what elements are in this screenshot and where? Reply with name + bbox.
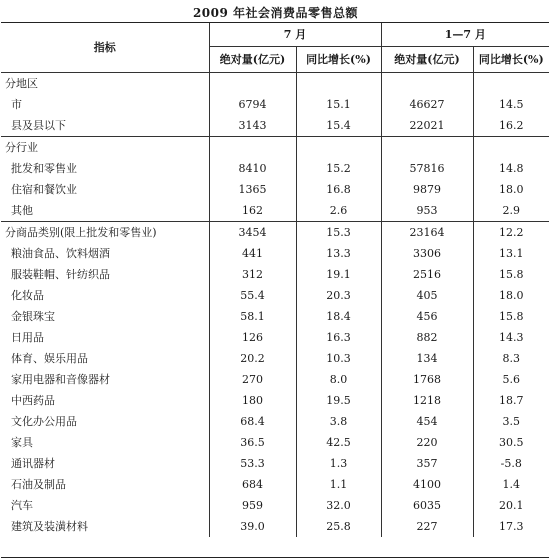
table-row bbox=[1, 158, 549, 179]
cell-abs-july: 68.4 bbox=[209, 411, 296, 432]
table-row bbox=[1, 243, 549, 264]
table-row bbox=[1, 264, 549, 285]
cell-abs-jan-jul: 227 bbox=[381, 516, 473, 537]
row-label: 家具 bbox=[11, 436, 33, 449]
row-label: 服装鞋帽、针纺织品 bbox=[11, 268, 110, 281]
cell-growth-jan-jul: 18.0 bbox=[473, 179, 549, 200]
section-row bbox=[1, 73, 549, 95]
period-july-header: 7 月 bbox=[209, 23, 381, 47]
abs-header-july: 绝对量(亿元) bbox=[209, 47, 296, 73]
row-label: 其他 bbox=[11, 204, 33, 217]
cell-growth-july: 2.6 bbox=[296, 200, 381, 222]
period-jan-jul-header: 1—7 月 bbox=[381, 23, 549, 47]
cell-abs-july: 39.0 bbox=[209, 516, 296, 537]
cell-abs-jan-jul: 405 bbox=[381, 285, 473, 306]
cell-growth-jan-jul: -5.8 bbox=[473, 453, 549, 474]
cell-abs-jan-jul: 1218 bbox=[381, 390, 473, 411]
cell-growth-july bbox=[296, 73, 381, 95]
cell-abs-july: 180 bbox=[209, 390, 296, 411]
cell-abs-july: 684 bbox=[209, 474, 296, 495]
cell-growth-jan-jul: 3.5 bbox=[473, 411, 549, 432]
row-label: 家用电器和音像器材 bbox=[11, 373, 110, 386]
row-label: 建筑及装潢材料 bbox=[11, 520, 88, 533]
cell-growth-jan-jul: 14.5 bbox=[473, 94, 549, 115]
cell-abs-july: 55.4 bbox=[209, 285, 296, 306]
section-label: 分地区 bbox=[5, 77, 38, 90]
cell-growth-july: 3.8 bbox=[296, 411, 381, 432]
retail-sales-table-container bbox=[1, 22, 549, 558]
table-row bbox=[1, 432, 549, 453]
table-row bbox=[1, 495, 549, 516]
cell-abs-jan-jul: 46627 bbox=[381, 94, 473, 115]
table-row bbox=[1, 348, 549, 369]
cell-growth-jan-jul: 14.3 bbox=[473, 327, 549, 348]
section-label: 分商品类别(限上批发和零售业) bbox=[1, 222, 209, 244]
cell-growth-jan-jul: 5.6 bbox=[473, 369, 549, 390]
cell-abs-jan-jul: 22021 bbox=[381, 115, 473, 137]
cell-growth-july: 19.5 bbox=[296, 390, 381, 411]
cell-growth-july: 10.3 bbox=[296, 348, 381, 369]
cell-growth-july: 19.1 bbox=[296, 264, 381, 285]
cell-abs-july: 126 bbox=[209, 327, 296, 348]
cell-growth-jan-jul: 8.3 bbox=[473, 348, 549, 369]
table-header bbox=[1, 23, 549, 73]
cell-growth-july: 32.0 bbox=[296, 495, 381, 516]
cell-growth-jan-jul: 12.2 bbox=[473, 222, 549, 244]
cell-growth-july: 20.3 bbox=[296, 285, 381, 306]
cell-growth-jan-jul: 30.5 bbox=[473, 432, 549, 453]
row-label: 文化办公用品 bbox=[11, 415, 77, 428]
cell-abs-july: 20.2 bbox=[209, 348, 296, 369]
cell-abs-july: 36.5 bbox=[209, 432, 296, 453]
cell-abs-july: 959 bbox=[209, 495, 296, 516]
row-label: 通讯器材 bbox=[11, 457, 55, 470]
table-row bbox=[1, 390, 549, 411]
cell-abs-jan-jul: 1768 bbox=[381, 369, 473, 390]
cell-abs-jan-jul: 2516 bbox=[381, 264, 473, 285]
cell-abs-jan-jul: 9879 bbox=[381, 179, 473, 200]
cell-growth-jan-jul: 1.4 bbox=[473, 474, 549, 495]
table-row bbox=[1, 285, 549, 306]
cell-growth-jan-jul bbox=[473, 73, 549, 95]
cell-growth-jan-jul bbox=[473, 137, 549, 159]
cell-abs-july: 6794 bbox=[209, 94, 296, 115]
cell-growth-july: 25.8 bbox=[296, 516, 381, 537]
table-body bbox=[1, 73, 549, 538]
row-label: 石油及制品 bbox=[11, 478, 66, 491]
cell-growth-july: 15.1 bbox=[296, 94, 381, 115]
cell-growth-july: 1.3 bbox=[296, 453, 381, 474]
cell-abs-jan-jul: 57816 bbox=[381, 158, 473, 179]
table-row bbox=[1, 200, 549, 222]
row-label: 县及县以下 bbox=[11, 119, 66, 132]
cell-growth-july: 15.4 bbox=[296, 115, 381, 137]
table-row bbox=[1, 474, 549, 495]
table-row bbox=[1, 179, 549, 200]
table-row bbox=[1, 369, 549, 390]
cell-growth-july: 42.5 bbox=[296, 432, 381, 453]
section-row bbox=[1, 222, 549, 244]
cell-abs-jan-jul: 4100 bbox=[381, 474, 473, 495]
cell-growth-july: 1.1 bbox=[296, 474, 381, 495]
cell-abs-july: 3143 bbox=[209, 115, 296, 137]
table-title: 2009 年社会消费品零售总额 bbox=[192, 6, 359, 20]
cell-growth-july: 8.0 bbox=[296, 369, 381, 390]
cell-abs-jan-jul: 953 bbox=[381, 200, 473, 222]
table-row bbox=[1, 453, 549, 474]
cell-growth-july: 16.3 bbox=[296, 327, 381, 348]
row-label: 粮油食品、饮料烟酒 bbox=[11, 247, 110, 260]
cell-abs-jan-jul: 220 bbox=[381, 432, 473, 453]
cell-growth-jan-jul: 2.9 bbox=[473, 200, 549, 222]
section-row bbox=[1, 137, 549, 159]
cell-abs-jan-jul bbox=[381, 137, 473, 159]
table-row bbox=[1, 411, 549, 432]
cell-growth-jan-jul: 18.0 bbox=[473, 285, 549, 306]
cell-growth-july: 15.2 bbox=[296, 158, 381, 179]
cell-abs-july bbox=[209, 137, 296, 159]
growth-header-jan-jul: 同比增长(%) bbox=[473, 47, 549, 73]
cell-abs-jan-jul bbox=[381, 73, 473, 95]
cell-growth-jan-jul: 15.8 bbox=[473, 306, 549, 327]
cell-growth-jan-jul: 18.7 bbox=[473, 390, 549, 411]
row-label: 汽车 bbox=[11, 499, 33, 512]
cell-abs-jan-jul: 882 bbox=[381, 327, 473, 348]
table-row bbox=[1, 94, 549, 115]
cell-growth-july: 16.8 bbox=[296, 179, 381, 200]
row-label: 批发和零售业 bbox=[11, 162, 77, 175]
cell-growth-july: 18.4 bbox=[296, 306, 381, 327]
cell-abs-july: 270 bbox=[209, 369, 296, 390]
row-label: 化妆品 bbox=[11, 289, 44, 302]
table-row bbox=[1, 327, 549, 348]
abs-header-jan-jul: 绝对量(亿元) bbox=[381, 47, 473, 73]
cell-abs-jan-jul: 23164 bbox=[381, 222, 473, 244]
cell-abs-july: 312 bbox=[209, 264, 296, 285]
row-label: 市 bbox=[11, 98, 22, 111]
cell-abs-july: 162 bbox=[209, 200, 296, 222]
table-row bbox=[1, 516, 549, 537]
row-label: 体育、娱乐用品 bbox=[11, 352, 88, 365]
row-label: 住宿和餐饮业 bbox=[11, 183, 77, 196]
cell-abs-july: 53.3 bbox=[209, 453, 296, 474]
cell-growth-july bbox=[296, 137, 381, 159]
cell-growth-july: 13.3 bbox=[296, 243, 381, 264]
cell-growth-jan-jul: 13.1 bbox=[473, 243, 549, 264]
cell-abs-jan-jul: 6035 bbox=[381, 495, 473, 516]
section-label: 分行业 bbox=[1, 137, 209, 159]
table-row bbox=[1, 115, 549, 137]
row-label: 中西药品 bbox=[11, 394, 55, 407]
cell-abs-jan-jul: 357 bbox=[381, 453, 473, 474]
cell-growth-jan-jul: 16.2 bbox=[473, 115, 549, 137]
indicator-header: 指标 bbox=[1, 23, 209, 73]
cell-growth-july: 15.3 bbox=[296, 222, 381, 244]
cell-growth-jan-jul: 14.8 bbox=[473, 158, 549, 179]
cell-abs-july bbox=[209, 73, 296, 95]
table-row bbox=[1, 306, 549, 327]
cell-abs-jan-jul: 454 bbox=[381, 411, 473, 432]
cell-abs-july: 8410 bbox=[209, 158, 296, 179]
cell-abs-jan-jul: 3306 bbox=[381, 243, 473, 264]
cell-growth-jan-jul: 20.1 bbox=[473, 495, 549, 516]
growth-header-july: 同比增长(%) bbox=[296, 47, 381, 73]
cell-abs-jan-jul: 456 bbox=[381, 306, 473, 327]
cell-abs-july: 3454 bbox=[209, 222, 296, 244]
retail-sales-table bbox=[1, 23, 549, 537]
cell-growth-jan-jul: 17.3 bbox=[473, 516, 549, 537]
cell-abs-july: 58.1 bbox=[209, 306, 296, 327]
row-label: 金银珠宝 bbox=[11, 310, 55, 323]
cell-growth-jan-jul: 15.8 bbox=[473, 264, 549, 285]
row-label: 日用品 bbox=[11, 331, 44, 344]
cell-abs-july: 1365 bbox=[209, 179, 296, 200]
cell-abs-jan-jul: 134 bbox=[381, 348, 473, 369]
cell-abs-july: 441 bbox=[209, 243, 296, 264]
